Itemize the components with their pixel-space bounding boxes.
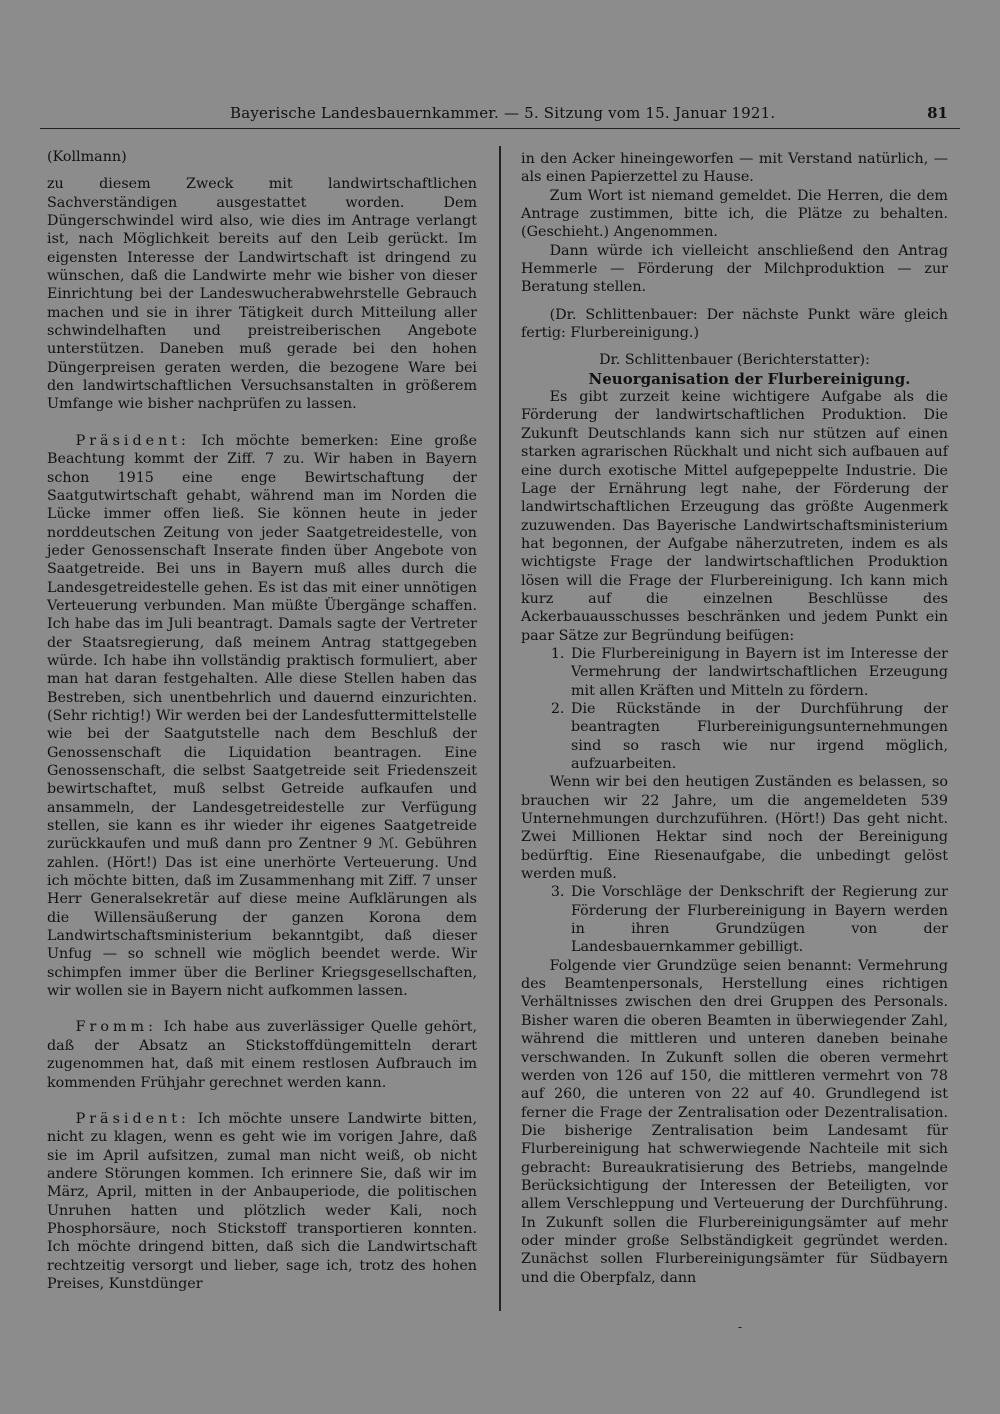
paragraph	[47, 1110, 477, 1293]
paragraph: zu diesem Zweck mit landwirtschaftlichen Sachverständigen ausgestattet worden. Dem Düngerschwindel wird also, wie dies im Antrage verlangt ist, nach Möglichkeit bereits auf den Leib gerückt. Im eigensten Interesse der Landwirtschaft ist dringend zu wünschen, daß die Landwirte mehr wie bisher von dieser Einrichtung bei der Landeswucherabwehrstelle Gebrauch machen und sie in ihrer Tätigkeit durch Mitteilung aller schwindelhaften und preistreiberischen Angebote unterstützen. Daneben muß gerade bei den hohen Düngerpreisen geraten werden, die bezogene Ware bei den landwirtschaftlichen Versuchsanstalten in größerem Umfange wie bisher nachprüfen zu lassen.	[47, 176, 477, 413]
footer-mark: -	[738, 1320, 743, 1334]
paragraph: Wenn wir bei den heutigen Zuständen es belassen, so brauchen wir 22 Jahre, um die angemeldeten 539 Unternehmungen durchzuführen. (Hört!) Das geht nicht. Zwei Millionen Hektar sind noch der Bereinigung bedürftig. Eine Riesenaufgabe, die unbedingt gelöst werden muß.	[521, 774, 948, 883]
paragraph-text: Ich möchte unsere Landwirte bitten, nicht zu klagen, wenn es geht wie im vorigen Jahre, daß sie im April aufsitzen, zumal man nicht weiß, ob nicht andere Störungen kommen. Ich erinnere Sie, daß wir im März, April, mitten in der Anbauperiode, die politischen Unruhen hatten und plötzlich weder Kali, noch Phosphorsäure, noch Stickstoff transportieren konnten. Ich möchte dringend bitten, daß sich die Landwirtschaft rechtzeitig versorgt und lieber, sage ich, trotz des hohen Preises, Kunstdünger	[47, 1110, 477, 1292]
resolution-list	[521, 645, 948, 773]
paragraph	[47, 432, 477, 1001]
speaker-name: Fromm:	[75, 1019, 157, 1036]
list-item: 2. Die Rückstände in der Durchführung der beantragten Flurbereinigungsunternehmungen sind so rasch wie nur irgend möglich, aufzuarbeiten.	[569, 700, 948, 773]
paragraph-text: Ich habe aus zuverlässiger Quelle gehört, daß der Absatz an Stickstoffdüngemitteln derart zugenommen hat, daß mit einem restlosen Aufbrauch im kommenden Frühjahr gerechnet werden kann.	[47, 1019, 477, 1091]
resolution-list	[521, 883, 948, 956]
speaker-name: Präsident:	[75, 432, 190, 449]
speaker-name: Präsident:	[75, 1110, 190, 1127]
speaker-line: Dr. Schlittenbauer (Berichterstatter):	[599, 352, 870, 369]
list-item: 3. Die Vorschläge der Denkschrift der Regierung zur Förderung der Flurbereinigung in Bayern werden in ihren Grundzügen von der Landesbauernkammer gebilligt.	[569, 883, 948, 956]
paragraph: in den Acker hineingeworfen — mit Verstand natürlich, — als einen Papierzettel zu Hause.	[521, 151, 948, 186]
page-number: 81	[927, 104, 948, 122]
list-item: 1. Die Flurbereinigung in Bayern ist im Interesse der Vermehrung der landwirtschaftlichen Erzeugung mit allen Kräften und Mitteln zu fördern.	[569, 645, 948, 700]
section-heading: Neuorganisation der Flurbereinigung.	[588, 369, 911, 388]
paragraph: Dann würde ich vielleicht anschließend den Antrag Hemmerle — Förderung der Milchproduktion — zur Beratung stellen.	[521, 242, 948, 296]
column-divider	[499, 146, 501, 1311]
left-column	[47, 148, 477, 1293]
paragraph	[47, 1018, 477, 1091]
right-column	[521, 150, 948, 1287]
paragraph: Folgende vier Grundzüge seien benannt: Vermehrung des Beamtenpersonals, Herstellung eines richtigen Verhältnisses zwischen den drei Gruppen des Personals. Bisher waren die oberen Beamten in überwiegender Zahl, während die mittleren und unteren daneben beinahe verschwanden. In Zukunft sollen die oberen vermehrt werden von 126 auf 150, die mittleren vermehrt von 78 auf 260, die unteren von 22 auf 40. Grundlegend ist ferner die Frage der Zentralisation oder Dezentralisation. Die bisherige Zentralisation beim Landesamt für Flurbereinigung hat schwerwiegende Nachteile mit sich gebracht: Bureaukratisierung des Betriebs, mangelnde Berücksichtigung der Interessen der Beteiligten, vor allem Verschleppung und Verteuerung der Durchführung. In Zukunft sollen die Flurbereinigungsämter auf mehr oder minder große Selbständigkeit gegründet werden. Zunächst sollen Flurbereinigungsämter für Südbayern und die Oberpfalz, dann	[521, 957, 948, 1286]
paragraph-text: Ich möchte bemerken: Eine große Beachtung kommt der Ziff. 7 zu. Wir haben in Bayern schon 1915 eine enge Bewirtschaftung der Saatgutwirtschaft gehabt, während man im Norden die Lücke immer offen ließ. Sie können heute in jeder norddeutschen Zeitung von jeder Saatgetreidestelle, von jeder Genossenschaft Inserate finden über Angebote von Saatgetreide. Bei uns in Bayern muß alles durch die Landesgetreidestelle gehen. Es ist das mit einer unnötigen Verteuerung verbunden. Man müßte Übergänge schaffen. Ich habe das im Juli beantragt. Damals sagte der Vertreter der Staatsregierung, daß meinem Antrag stattgegeben würde. Ich habe ihn vollständig praktisch formuliert, aber man hat daran festgehalten. Alle diese Stellen haben das Bestreben, sich unentbehrlich und dauernd einzurichten. (Sehr richtig!) Wir werden bei der Landesfuttermittelstelle wie bei der Saatgutstelle nach dem Beschluß der Genossenschaft die Liquidation beantragen. Eine Genossenschaft, die selbst Saatgetreide seit Friedenszeit bewirtschaftet, muß selbst Getreide aufkaufen und ansammeln, der Landesgetreidestelle zur Verfügung stellen, sie kann es ihr wieder ihr eigenes Saatgetreide zurückkaufen und muß dann pro Zentner 9 ℳ. Gebühren zahlen. (Hört!) Das ist eine unerhörte Verteuerung. Und ich möchte bitten, daß im Zusammenhang mit Ziff. 7 unser Herr Generalsekretär auf diese meine Aufklärungen als die Willensäußerung der ganzen Korona dem Landwirtschaftsministerium bekanntgibt, daß dieser Unfug — so schnell wie möglich beendet werde. Wir schimpfen immer über die Berliner Kriegsgesellschaften, wir wollen sie in Bayern nicht aufkommen lassen.	[47, 432, 477, 1000]
speaker-label: (Kollmann)	[47, 149, 127, 165]
running-title: Bayerische Landesbauernkammer. — 5. Sitzung vom 15. Januar 1921.	[230, 104, 776, 122]
interjection: (Dr. Schlittenbauer: Der nächste Punkt wäre gleich fertig: Flurbereinigung.)	[521, 306, 948, 342]
paragraph: Zum Wort ist niemand gemeldet. Die Herren, die dem Antrage zustimmen, bitte ich, die Plätze zu behalten. (Geschieht.) Angenommen.	[521, 187, 948, 241]
paragraph: Es gibt zurzeit keine wichtigere Aufgabe als die Förderung der landwirtschaftlichen Produktion. Die Zukunft Deutschlands kann sich nur stützen auf einen starken agrarischen Rückhalt und nicht sich aufbauen auf eine durch exotische Mittel aufgepeppelte Industrie. Die Lage der Ernährung legt nahe, der Förderung der landwirtschaftlichen Erzeugung das größte Augenmerk zuzuwenden. Das Bayerische Landwirtschaftsministerium hat begonnen, der Aufgabe näherzutreten, indem es als wichtigste Frage der landwirtschaftlichen Produktion lösen will die Frage der Flurbereinigung. Ich kann mich kurz auf die einzelnen Beschlüsse des Ackerbauausschusses beschränken und jedem Punkt ein paar Sätze zur Begründung beifügen:	[521, 389, 948, 644]
page-header	[40, 104, 960, 129]
